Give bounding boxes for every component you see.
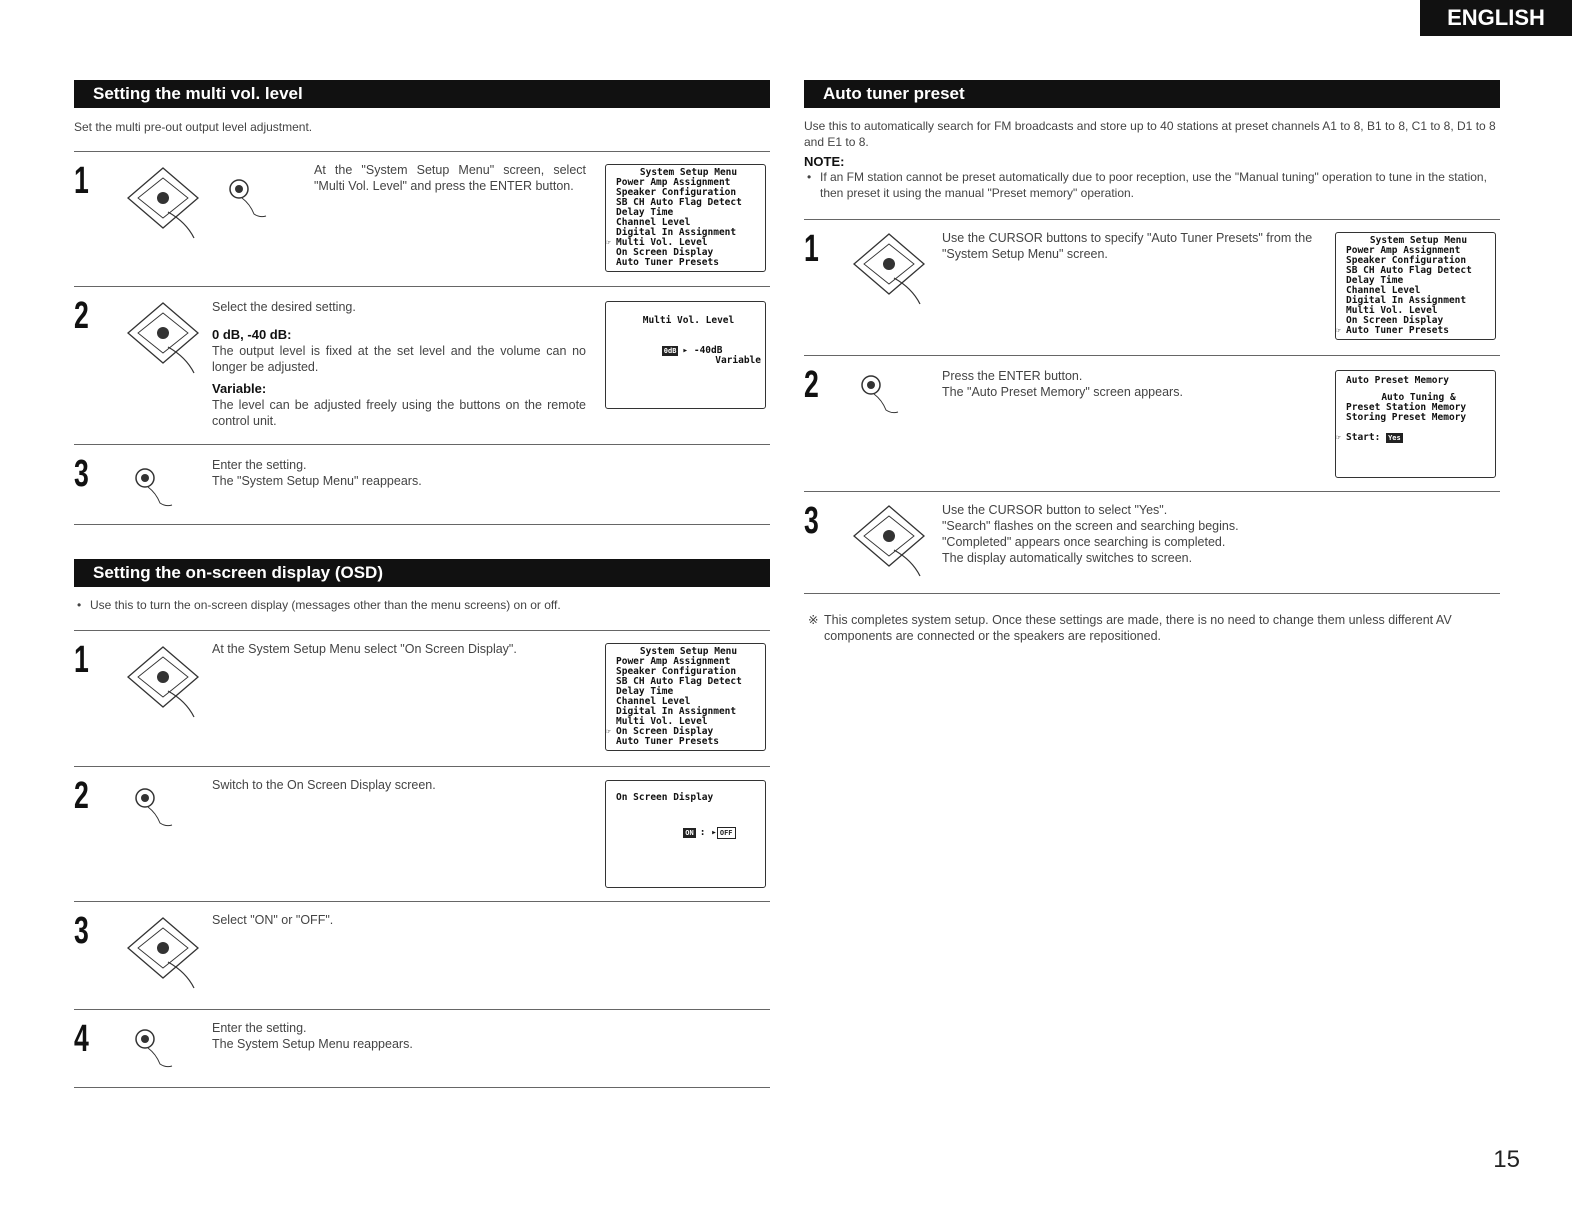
menu-row: Channel Level bbox=[616, 217, 691, 228]
step-number: 4 bbox=[74, 1018, 89, 1060]
osd-on-badge: ON bbox=[685, 829, 694, 837]
step-result: The "Auto Preset Memory" screen appears. bbox=[942, 385, 1183, 399]
menu-row: Speaker Configuration bbox=[1346, 255, 1467, 266]
screen-title: System Setup Menu bbox=[639, 167, 738, 178]
section-title-osd: Setting the on-screen display (OSD) bbox=[74, 559, 770, 587]
menu-row: Digital In Assignment bbox=[616, 227, 737, 238]
screen-title: System Setup Menu bbox=[1369, 235, 1468, 246]
system-setup-screen bbox=[605, 164, 766, 272]
menu-row: Delay Time bbox=[1346, 275, 1404, 286]
note-label: NOTE: bbox=[804, 154, 845, 169]
step-text bbox=[212, 457, 592, 489]
completion-text: This completes system setup. Once these settings are made, there is no need to change them unless different AV components are connected or the speakers are repositioned. bbox=[824, 613, 1452, 643]
enter-button-icon bbox=[224, 174, 279, 229]
start-badge: Yes bbox=[1388, 434, 1401, 442]
step-text: Use the CURSOR buttons to specify "Auto Tuner Presets" from the "System Setup Menu" screen. bbox=[942, 231, 1313, 261]
menu-row-selected: ☞ Auto Tuner Presets bbox=[1346, 326, 1491, 336]
menu-row: SB CH Auto Flag Detect bbox=[1346, 265, 1472, 276]
note-text: • If an FM station cannot be preset automatically due to poor reception, use the "Manual tuning" operation to tune in the station, then preset it using the manual "Preset memory" operation. bbox=[804, 169, 1500, 201]
step-text bbox=[212, 1020, 592, 1052]
auto-tuner-step-3 bbox=[804, 491, 1500, 593]
step-text: At the System Setup Menu select "On Screen Display". bbox=[212, 642, 517, 656]
step-instruction: Select the desired setting. bbox=[212, 300, 356, 314]
menu-row: Auto Tuner Presets bbox=[616, 736, 719, 747]
enter-button-icon bbox=[130, 463, 185, 518]
screen-title: Auto Preset Memory bbox=[1346, 375, 1449, 386]
step-instruction: Use the CURSOR button to select "Yes". bbox=[942, 503, 1168, 517]
system-setup-screen bbox=[1335, 232, 1496, 340]
page-number: 15 bbox=[1493, 1146, 1520, 1173]
step-detail: "Search" flashes on the screen and searching begins. bbox=[942, 519, 1239, 533]
menu-row: Delay Time bbox=[616, 207, 674, 218]
right-column bbox=[804, 80, 1500, 594]
menu-row: Power Amp Assignment bbox=[616, 656, 731, 667]
menu-row: Multi Vol. Level bbox=[1346, 305, 1438, 316]
auto-tuner-intro: Use this to automatically search for FM broadcasts and store up to 40 stations at preset channels A1 to 8, B1 to 8, C1 to 8, D1 to 8 and E1 to 8. bbox=[804, 119, 1496, 149]
step-text: Select "ON" or "OFF". bbox=[212, 913, 334, 927]
option-text: The output level is fixed at the set level and the volume can no longer be adjusted. bbox=[212, 344, 586, 374]
step-text bbox=[942, 368, 1322, 400]
menu-row: On Screen Display bbox=[616, 247, 714, 258]
osd-screen bbox=[605, 780, 766, 888]
enter-button-icon bbox=[856, 370, 911, 425]
cursor-pad-icon bbox=[844, 228, 934, 306]
step-number: 2 bbox=[74, 775, 89, 817]
level-badge: 0dB bbox=[663, 347, 677, 355]
screen-title: System Setup Menu bbox=[639, 646, 738, 657]
reference-mark: ※ bbox=[808, 613, 819, 627]
menu-row: Channel Level bbox=[1346, 285, 1421, 296]
menu-row: Speaker Configuration bbox=[616, 187, 737, 198]
step-number: 2 bbox=[74, 295, 89, 337]
step-result: The "System Setup Menu" reappears. bbox=[212, 474, 422, 488]
cursor-pad-icon bbox=[118, 162, 208, 240]
menu-row-selected: ☞ Multi Vol. Level bbox=[616, 238, 761, 248]
multi-vol-step-2 bbox=[74, 286, 770, 444]
menu-row: Speaker Configuration bbox=[616, 666, 737, 677]
menu-row: Delay Time bbox=[616, 686, 674, 697]
section-bottom-rule bbox=[74, 524, 770, 525]
menu-row: SB CH Auto Flag Detect bbox=[616, 676, 742, 687]
multi-vol-step-1 bbox=[74, 151, 770, 286]
cursor-pad-icon bbox=[118, 912, 208, 990]
menu-row: Channel Level bbox=[616, 696, 691, 707]
screen-line: Storing Preset Memory bbox=[1346, 412, 1467, 423]
osd-step-3 bbox=[74, 901, 770, 1009]
option-text: The level can be adjusted freely using the buttons on the remote control unit. bbox=[212, 398, 586, 428]
level-row bbox=[616, 336, 761, 376]
osd-step-2 bbox=[74, 766, 770, 901]
step-text: At the "System Setup Menu" screen, select "Multi Vol. Level" and press the ENTER button. bbox=[314, 163, 586, 193]
step-number: 1 bbox=[74, 160, 89, 202]
step-text bbox=[942, 502, 1362, 566]
step-text: Switch to the On Screen Display screen. bbox=[212, 778, 436, 792]
screen-title: On Screen Display bbox=[616, 792, 714, 803]
screen-line: Auto Tuning & bbox=[1381, 392, 1456, 403]
step-number: 3 bbox=[74, 910, 89, 952]
osd-step-1 bbox=[74, 630, 770, 766]
menu-row: On Screen Display bbox=[1346, 315, 1444, 326]
step-instruction: Enter the setting. bbox=[212, 458, 307, 472]
multi-vol-step-3 bbox=[74, 444, 770, 524]
section-title-auto-tuner: Auto tuner preset bbox=[804, 80, 1500, 108]
start-row bbox=[1346, 433, 1491, 443]
completion-note bbox=[804, 612, 1498, 644]
osd-step-4 bbox=[74, 1009, 770, 1087]
step-detail: "Completed" appears once searching is completed. bbox=[942, 535, 1226, 549]
start-label: Start: bbox=[1346, 432, 1381, 443]
menu-row: Multi Vol. Level bbox=[616, 716, 708, 727]
multi-vol-intro: Set the multi pre-out output level adjustment. bbox=[74, 120, 313, 134]
menu-row: Digital In Assignment bbox=[1346, 295, 1467, 306]
step-instruction: Press the ENTER button. bbox=[942, 369, 1083, 383]
step-text bbox=[212, 299, 586, 429]
auto-tuner-step-1 bbox=[804, 219, 1500, 355]
cursor-pad-icon bbox=[118, 297, 208, 375]
osd-off-badge: OFF bbox=[717, 827, 736, 839]
multi-vol-screen bbox=[605, 301, 766, 409]
option-label: Variable: bbox=[212, 381, 267, 396]
step-number: 1 bbox=[804, 228, 819, 270]
system-setup-screen bbox=[605, 643, 766, 751]
cursor-pad-icon bbox=[844, 500, 934, 578]
menu-row: Auto Tuner Presets bbox=[616, 257, 719, 268]
step-number: 3 bbox=[74, 453, 89, 495]
auto-tuner-step-2 bbox=[804, 355, 1500, 491]
screen-line: Preset Station Memory bbox=[1346, 402, 1467, 413]
menu-row: Power Amp Assignment bbox=[1346, 245, 1461, 256]
auto-preset-screen bbox=[1335, 370, 1496, 478]
menu-row-selected: ☞ On Screen Display bbox=[616, 727, 761, 737]
osd-bullet: • Use this to turn the on-screen display (messages other than the menu screens) on or off. bbox=[74, 597, 770, 613]
step-result: The System Setup Menu reappears. bbox=[212, 1037, 413, 1051]
enter-button-icon bbox=[130, 1024, 185, 1079]
screen-title: Multi Vol. Level bbox=[642, 315, 735, 326]
osd-toggle-row: ON : ▸ OFF bbox=[616, 817, 761, 849]
step-detail: The display automatically switches to screen. bbox=[942, 551, 1193, 565]
level-value: ▸ -40dB bbox=[682, 345, 723, 356]
enter-button-icon bbox=[130, 783, 185, 838]
section-bottom-rule bbox=[74, 1087, 770, 1088]
menu-row: Digital In Assignment bbox=[616, 706, 737, 717]
section-bottom-rule bbox=[804, 593, 1500, 594]
step-number: 3 bbox=[804, 500, 819, 542]
level-alt: Variable bbox=[715, 355, 761, 366]
option-label: 0 dB, -40 dB: bbox=[212, 327, 292, 342]
step-number: 2 bbox=[804, 364, 819, 406]
step-number: 1 bbox=[74, 639, 89, 681]
step-instruction: Enter the setting. bbox=[212, 1021, 307, 1035]
language-tab: ENGLISH bbox=[1420, 0, 1572, 36]
menu-row: Power Amp Assignment bbox=[616, 177, 731, 188]
left-column bbox=[74, 80, 770, 1088]
section-title-multi-vol: Setting the multi vol. level bbox=[74, 80, 770, 108]
menu-row: SB CH Auto Flag Detect bbox=[616, 197, 742, 208]
cursor-pad-icon bbox=[118, 641, 208, 719]
